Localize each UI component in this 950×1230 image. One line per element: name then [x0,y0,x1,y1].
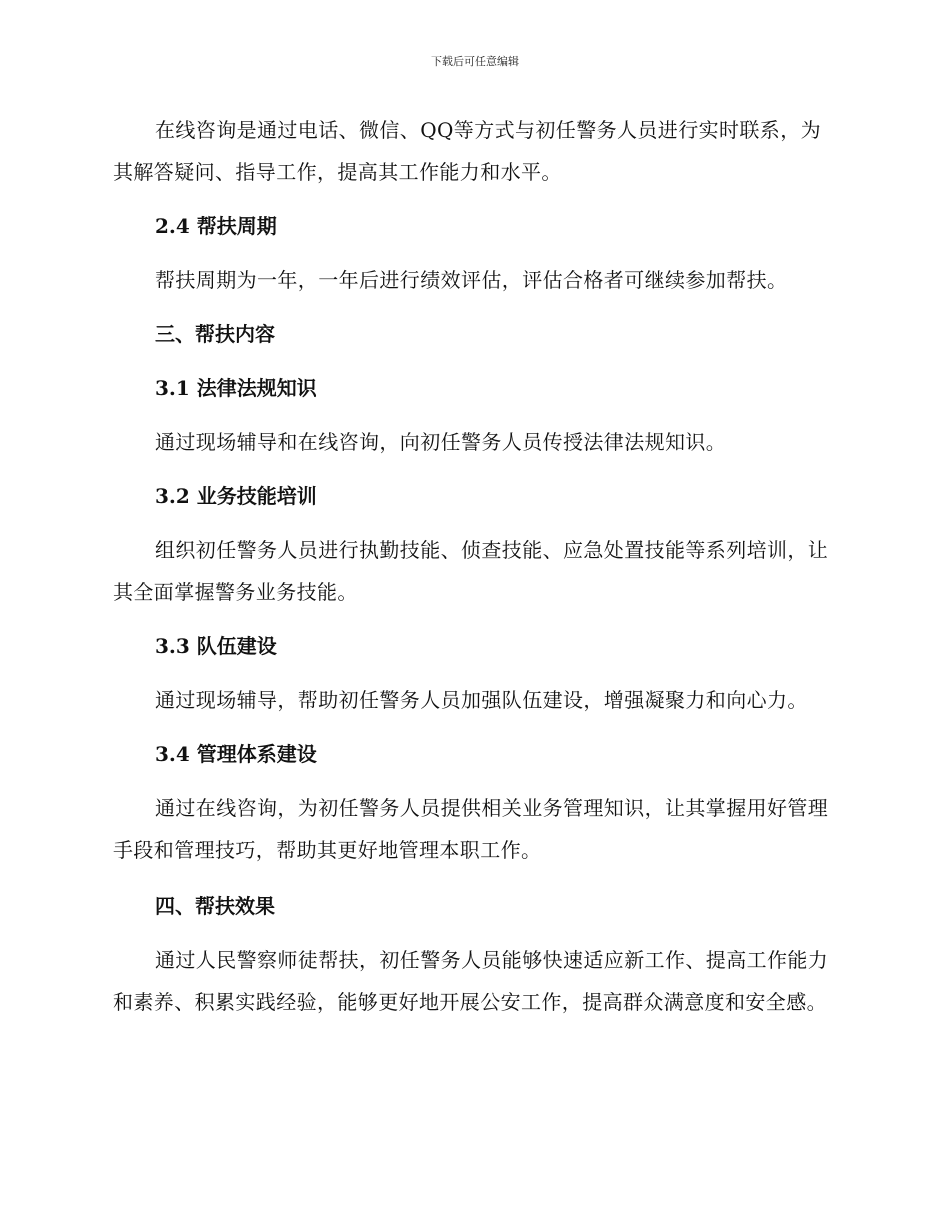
paragraph-skills-training: 组织初任警务人员进行执勤技能、侦查技能、应急处置技能等系列培训，让其全面掌握警务业务技能。 [113,538,829,604]
heading-3-3: 3.3 队伍建设 [155,634,277,658]
heading-2-4: 2.4 帮扶周期 [155,214,277,238]
paragraph-online-consult: 在线咨询是通过电话、微信、QQ等方式与初任警务人员进行实时联系，为其解答疑问、指导工作，提高其工作能力和水平。 [113,118,821,184]
heading-3-2: 3.2 业务技能培训 [155,484,317,508]
heading-3-1: 3.1 法律法规知识 [155,376,317,400]
paragraph-law-knowledge: 通过现场辅导和在线咨询，向初任警务人员传授法律法规知识。 [155,430,727,454]
paragraph-team-building: 通过现场辅导，帮助初任警务人员加强队伍建设，增强凝聚力和向心力。 [155,688,808,712]
document-body [113,109,833,1023]
heading-section-4: 四、帮扶效果 [155,894,275,918]
heading-section-3: 三、帮扶内容 [155,322,275,346]
paragraph-period: 帮扶周期为一年，一年后进行绩效评估，评估合格者可继续参加帮扶。 [155,268,788,292]
paragraph-effects: 通过人民警察师徒帮扶，初任警务人员能够快速适应新工作、提高工作能力和素养、积累实践经验，能够更好地开展公安工作，提高群众满意度和安全感。 [113,948,829,1014]
page-header: 下载后可任意编辑 [431,55,519,68]
heading-3-4: 3.4 管理体系建设 [155,742,317,766]
paragraph-management-system: 通过在线咨询，为初任警务人员提供相关业务管理知识，让其掌握用好管理手段和管理技巧，帮助其更好地管理本职工作。 [113,796,829,862]
